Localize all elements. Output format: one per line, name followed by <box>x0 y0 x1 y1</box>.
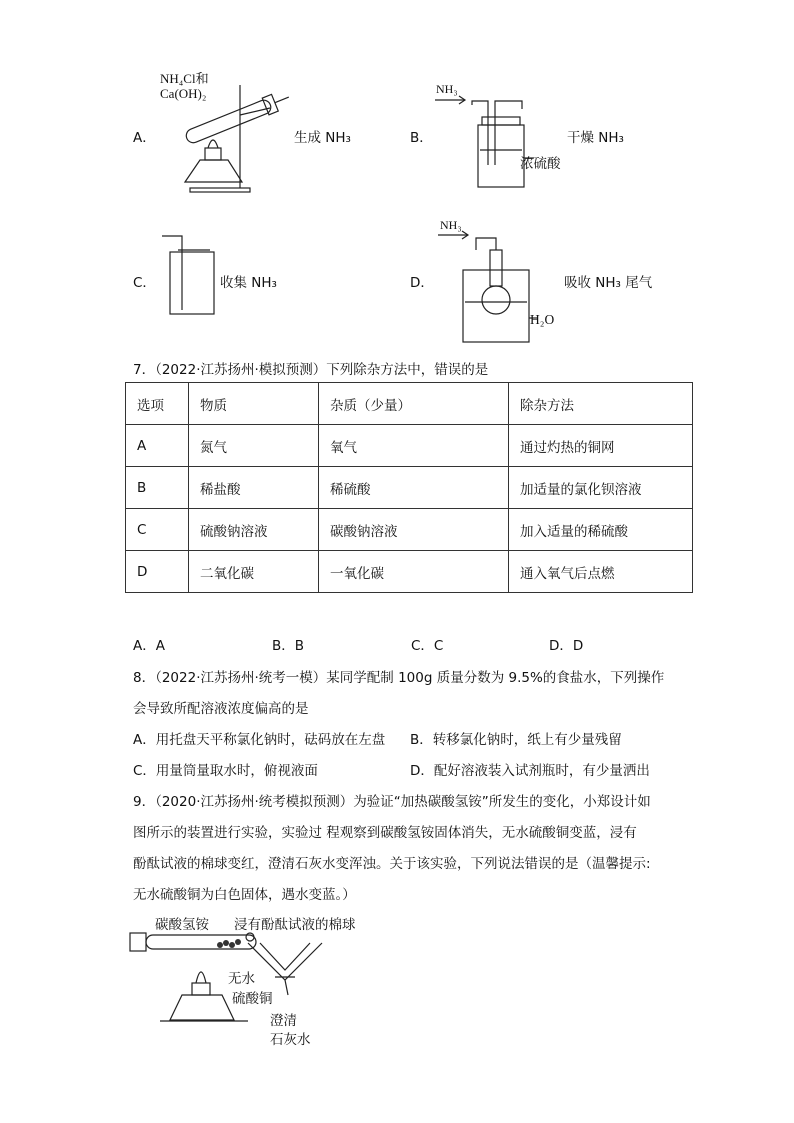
option-caption: 收集 NH₃ <box>220 275 277 291</box>
gas-label: NH₃ <box>440 218 462 232</box>
table-header-cell: 选项 <box>126 383 189 425</box>
table-cell: 稀硫酸 <box>319 467 509 509</box>
option-caption: 吸收 NH₃ 尾气 <box>564 275 653 291</box>
cuso4-label-1: 无水 <box>228 971 255 987</box>
q8-choice-d[interactable]: D．配好溶液装入试剂瓶时，有少量洒出 <box>410 763 650 779</box>
cotton-label: 浸有酚酞试液的棉球 <box>234 917 356 933</box>
table-cell: 氧气 <box>319 425 509 467</box>
table-cell: B <box>126 467 189 509</box>
q8-choice-c[interactable]: C．用量筒量取水时，俯视液面 <box>133 763 318 779</box>
table-cell: D <box>126 551 189 593</box>
q8-stem-line-1: 8．（2022·江苏扬州·统考一模）某同学配制 100g 质量分数为 9.5%的食盐水，下列操作 <box>133 670 665 686</box>
q7-choice-c[interactable]: C．C <box>411 638 444 654</box>
table-cell: 加入适量的稀硫酸 <box>509 509 693 551</box>
table-cell: 碳酸钠溶液 <box>319 509 509 551</box>
table-cell: 通入氧气后点燃 <box>509 551 693 593</box>
table-cell: 一氧化碳 <box>319 551 509 593</box>
q9-stem-line-2: 图所示的装置进行实验，实验过 程观察到碳酸氢铵固体消失，无水硫酸铜变蓝，浸有 <box>133 825 637 841</box>
table-cell: 稀盐酸 <box>189 467 319 509</box>
q8-choice-b[interactable]: B．转移氯化钠时，纸上有少量残留 <box>410 732 622 748</box>
q7-choice-b[interactable]: B．B <box>272 638 305 654</box>
limewater-label-1: 澄清 <box>270 1013 297 1029</box>
heating-tube-diagram <box>130 925 360 1035</box>
q7-choice-a[interactable]: A．A <box>133 638 165 654</box>
table-row <box>126 509 693 551</box>
liquid-label: 浓硫酸 <box>520 156 561 172</box>
drying-bottle <box>430 95 540 205</box>
table-row <box>126 551 693 593</box>
option-caption: 干燥 NH₃ <box>567 130 624 146</box>
q7-choice-d[interactable]: D．D <box>549 638 584 654</box>
option-letter: D． <box>410 275 434 291</box>
limewater-label-2: 石灰水 <box>270 1032 311 1048</box>
table-cell: A <box>126 425 189 467</box>
solid-label: 碳酸氢铵 <box>155 917 209 933</box>
q7-table <box>125 382 693 593</box>
q9-stem-line-4: 无水硫酸铜为白色固体，遇水变蓝。） <box>133 887 356 903</box>
table-cell: 氮气 <box>189 425 319 467</box>
table-header-cell: 物质 <box>189 383 319 425</box>
option-caption: 生成 NH₃ <box>294 130 351 146</box>
option-letter: C． <box>133 275 156 291</box>
q8-choice-a[interactable]: A．用托盘天平称氯化钠时，砝码放在左盘 <box>133 732 386 748</box>
option-letter: A． <box>133 130 156 146</box>
table-header-row <box>126 383 693 425</box>
table-row <box>126 425 693 467</box>
reagent-label-1: NH₄Cl和 <box>160 71 209 86</box>
table-header-cell: 除杂方法 <box>509 383 693 425</box>
q9-stem-line-3: 酚酞试液的棉球变红，澄清石灰水变浑浊。关于该实验，下列说法错误的是（温馨提示: <box>133 856 651 872</box>
table-cell: C <box>126 509 189 551</box>
table-header-cell: 杂质（少量） <box>319 383 509 425</box>
gas-label: NH₃ <box>436 82 458 96</box>
option-letter: B． <box>410 130 433 146</box>
q7-stem: 7．（2022·江苏扬州·模拟预测）下列除杂方法中，错误的是 <box>133 362 489 378</box>
q8-stem-line-2: 会导致所配溶液浓度偏高的是 <box>133 701 309 717</box>
table-row <box>126 467 693 509</box>
reagent-label-2: Ca(OH)₂ <box>160 86 207 101</box>
table-cell: 通过灼热的铜网 <box>509 425 693 467</box>
table-cell: 二氧化碳 <box>189 551 319 593</box>
table-cell: 硫酸钠溶液 <box>189 509 319 551</box>
table-cell: 加适量的氯化钡溶液 <box>509 467 693 509</box>
liquid-label: H₂O <box>530 312 555 327</box>
q9-stem-line-1: 9．（2020·江苏扬州·统考模拟预测）为验证“加热碳酸氢铵”所发生的变化，小郑设计如 <box>133 794 651 810</box>
cuso4-label-2: 硫酸铜 <box>232 991 273 1007</box>
